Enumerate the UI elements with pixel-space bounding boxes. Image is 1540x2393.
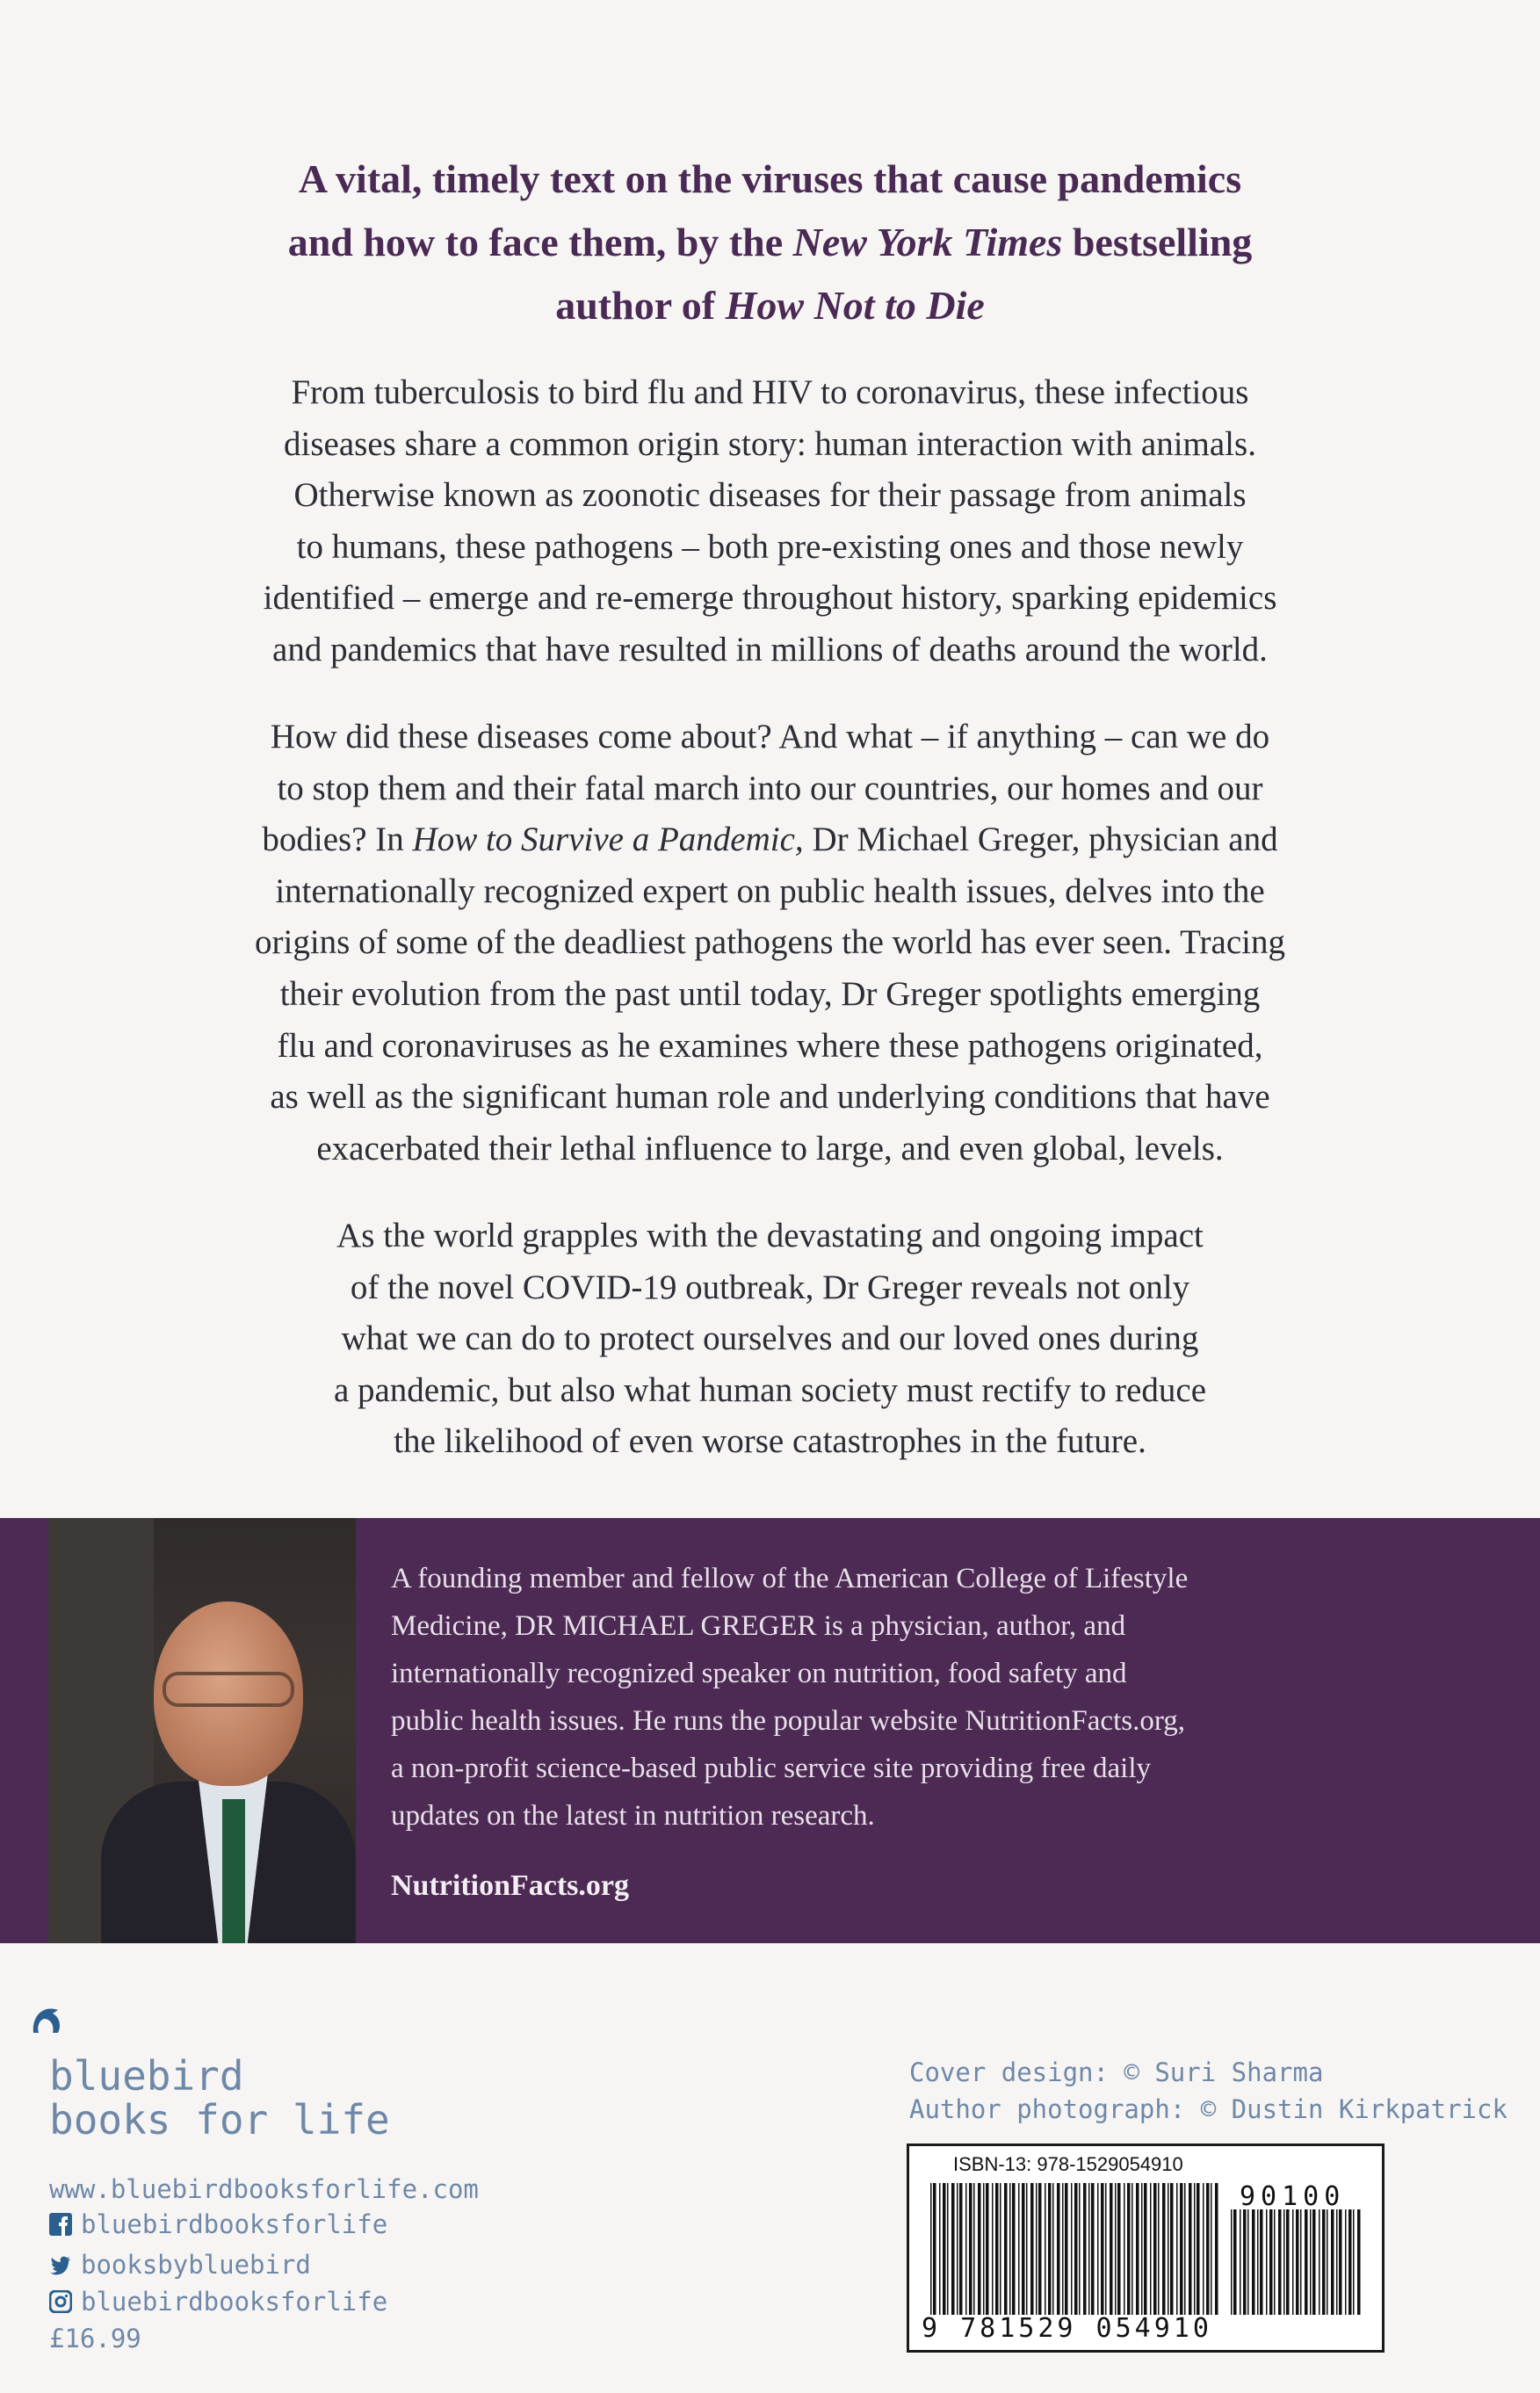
blurb-line-pre: bodies? In — [262, 821, 413, 859]
blurb-line: of the novel COVID-19 outbreak, Dr Greger reveals not only — [350, 1268, 1190, 1306]
barcode-bar — [1305, 2209, 1308, 2315]
tagline — [0, 148, 1540, 337]
bio-line: internationally recognized speaker on nutrition, food safety and — [391, 1658, 1127, 1689]
barcode-bar — [1300, 2209, 1302, 2315]
barcode-bar — [1336, 2209, 1338, 2315]
barcode-bar — [939, 2183, 941, 2315]
barcode-bar — [1018, 2183, 1020, 2315]
barcode-bar — [1062, 2183, 1064, 2315]
blurb-book-title: How to Survive a Pandemic, — [412, 821, 804, 859]
barcode-bar — [1286, 2209, 1290, 2315]
barcode-bar — [1211, 2183, 1212, 2315]
blurb-line: internationally recognized expert on public health issues, delves into the — [275, 871, 1265, 910]
barcode-bar — [1022, 2183, 1025, 2315]
barcode-bar — [1266, 2209, 1268, 2315]
barcode-bar — [930, 2183, 932, 2315]
barcode-bar — [1097, 2183, 1099, 2315]
barcode-bar — [1194, 2183, 1196, 2315]
author-bio — [391, 1555, 1507, 1840]
barcode-bar — [1158, 2183, 1160, 2315]
barcode-bar — [1206, 2183, 1210, 2315]
barcode-bar — [1322, 2209, 1326, 2315]
addon-barcode-bars — [1231, 2209, 1363, 2315]
brand-line-1: bluebird — [49, 2052, 244, 2100]
bio-line: a non-profit science-based public service site providing free daily — [391, 1753, 1152, 1784]
publisher-instagram — [49, 2284, 387, 2319]
barcode-bar — [1296, 2209, 1299, 2315]
author-photo — [48, 1518, 356, 1943]
barcode-bar — [1115, 2183, 1117, 2315]
barcode-bar — [1189, 2183, 1192, 2315]
barcode-bar — [1136, 2183, 1139, 2315]
barcode-bar — [1215, 2183, 1218, 2315]
bio-line: A founding member and fellow of the American College of Lifestyle — [391, 1563, 1189, 1594]
barcode-bar — [1247, 2209, 1249, 2315]
barcode-bar — [1074, 2183, 1078, 2315]
barcode-bar — [1141, 2183, 1143, 2315]
barcode-bar — [1000, 2183, 1001, 2315]
publisher-facebook — [49, 2207, 387, 2242]
barcode-bar — [1357, 2209, 1361, 2315]
barcode-bar — [957, 2183, 958, 2315]
barcode-bar — [1045, 2183, 1046, 2315]
cover-credit: Cover design: © Suri Sharma — [909, 2057, 1324, 2087]
barcode-bar — [1339, 2209, 1342, 2315]
barcode-bar — [995, 2183, 999, 2315]
barcode-bar — [1331, 2209, 1334, 2315]
blurb-line: How did these diseases come about? And what – if anything – can we do — [270, 718, 1270, 755]
barcode-bar — [965, 2183, 967, 2315]
blurb-line — [132, 814, 1408, 866]
barcode-bar — [933, 2183, 936, 2315]
barcode-bar — [1345, 2209, 1347, 2315]
barcode-bar — [1030, 2183, 1034, 2315]
bio-line: Medicine, DR MICHAEL GREGER is a physician, author, and — [391, 1610, 1126, 1642]
barcode-bar — [959, 2183, 963, 2315]
brand-line-2: books for life — [49, 2096, 390, 2144]
bio-line: updates on the latest in nutrition research. — [391, 1800, 875, 1832]
blurb-paragraph-2 — [132, 712, 1408, 1175]
twitter-icon — [49, 2253, 72, 2276]
photo-credit: Author photograph: © Dustin Kirkpatrick — [909, 2094, 1507, 2124]
barcode-bar — [1127, 2183, 1131, 2315]
barcode-bar — [986, 2183, 989, 2315]
blurb-line: As the world grapples with the devastating and ongoing impact — [336, 1217, 1204, 1254]
bio-line: public health issues. He runs the popular website NutritionFacts.org, — [391, 1705, 1185, 1737]
blurb-line: and pandemics that have resulted in millions of deaths around the world. — [272, 630, 1268, 669]
barcode-bar — [1310, 2209, 1312, 2315]
barcode-bar — [1231, 2209, 1233, 2315]
ean-number: 9 781529 054910 — [922, 2313, 1212, 2344]
barcode-bar — [1233, 2209, 1237, 2315]
tagline-line-3 — [0, 274, 1540, 337]
tagline-line-2 — [0, 211, 1540, 274]
blurb-line: Otherwise known as zoonotic diseases for their passage from animals — [293, 476, 1247, 515]
barcode-bar — [1036, 2183, 1038, 2315]
twitter-handle: booksbybluebird — [81, 2250, 311, 2280]
author-band — [0, 1518, 1540, 1943]
publisher-twitter — [49, 2247, 311, 2282]
barcode-bar — [969, 2183, 972, 2315]
instagram-handle: bluebirdbooksforlife — [81, 2287, 388, 2317]
barcode-bar — [973, 2183, 975, 2315]
blurb-line: to stop them and their fatal march into our countries, our homes and our — [277, 769, 1263, 807]
barcode-bar — [1117, 2183, 1121, 2315]
barcode-bar — [947, 2183, 949, 2315]
barcode-bar — [1057, 2183, 1060, 2315]
price: £16.99 — [49, 2324, 141, 2353]
barcode-bar — [1292, 2209, 1294, 2315]
barcode-bar — [1038, 2183, 1042, 2315]
facebook-icon — [49, 2213, 72, 2236]
barcode-bar — [1257, 2209, 1259, 2315]
tagline-book-title: How Not to Die — [725, 283, 985, 328]
isbn-label: ISBN-13: 978-1529054910 — [953, 2153, 1183, 2175]
barcode-bar — [1079, 2183, 1081, 2315]
ean-barcode-bars — [930, 2183, 1220, 2315]
barcode-bar — [1353, 2209, 1355, 2315]
blurb-line-post: Dr Michael Greger, physician and — [803, 821, 1278, 859]
blurb-line: identified – emerge and re-emerge throughout history, sparking epidemics — [263, 579, 1277, 618]
barcode-bar — [1110, 2183, 1113, 2315]
tagline-line-2-post: bestselling — [1062, 220, 1253, 264]
barcode-bar — [1327, 2209, 1328, 2315]
photo-glasses — [163, 1672, 294, 1707]
blurb-line: to humans, these pathogens – both pre-existing ones and those newly — [296, 527, 1244, 566]
barcode-bar — [1088, 2183, 1090, 2315]
barcode-bar — [983, 2183, 985, 2315]
author-website: NutritionFacts.org — [391, 1869, 630, 1902]
barcode-bar — [951, 2183, 955, 2315]
barcode-bar — [1009, 2183, 1011, 2315]
barcode-bar — [1026, 2183, 1028, 2315]
barcode-bar — [943, 2183, 946, 2315]
blurb-paragraph-3 — [132, 1211, 1408, 1468]
barcode-bar — [1243, 2209, 1247, 2315]
instagram-icon — [49, 2290, 72, 2313]
facebook-handle: bluebirdbooksforlife — [81, 2209, 388, 2239]
barcode — [907, 2144, 1385, 2353]
tagline-line-2-pre: and how to face them, by the — [287, 220, 793, 264]
bluebird-logo-icon — [28, 2001, 65, 2038]
barcode-bar — [1071, 2183, 1073, 2315]
blurb-paragraph-1 — [132, 367, 1408, 676]
barcode-bar — [1176, 2183, 1178, 2315]
barcode-bar — [1252, 2209, 1255, 2315]
barcode-bar — [1012, 2183, 1016, 2315]
barcode-bar — [1278, 2209, 1282, 2315]
barcode-bar — [1004, 2183, 1008, 2315]
blurb-line: as well as the significant human role and underlying conditions that have — [270, 1078, 1270, 1117]
barcode-bar — [1184, 2183, 1186, 2315]
blurb-line: exacerbated their lethal influence to large, and even global, levels. — [316, 1129, 1224, 1168]
barcode-bar — [1153, 2183, 1157, 2315]
barcode-bar — [1170, 2183, 1174, 2315]
publisher-website: www.bluebirdbooksforlife.com — [49, 2174, 479, 2204]
blurb-line: the likelihood of even worse catastrophes in the future. — [394, 1422, 1146, 1461]
barcode-bar — [1144, 2183, 1147, 2315]
barcode-bar — [1260, 2209, 1263, 2315]
credits — [909, 2054, 1524, 2128]
tagline-nyt: New York Times — [792, 220, 1063, 264]
barcode-bar — [1065, 2183, 1068, 2315]
barcode-bar — [1269, 2209, 1273, 2315]
barcode-bar — [1048, 2183, 1052, 2315]
barcode-bar — [1101, 2183, 1104, 2315]
barcode-bar — [1203, 2183, 1204, 2315]
blurb-line: their evolution from the past until today, Dr Greger spotlights emerging — [279, 974, 1261, 1013]
barcode-bar — [978, 2183, 981, 2315]
barcode-bar — [1312, 2209, 1316, 2315]
blurb-line: a pandemic, but also what human society must rectify to reduce — [333, 1370, 1207, 1409]
tagline-line-3-pre: author of — [555, 283, 726, 328]
barcode-bar — [1083, 2183, 1087, 2315]
addon-number: 90100 — [1240, 2181, 1346, 2212]
barcode-bar — [1348, 2209, 1352, 2315]
barcode-bar — [992, 2183, 994, 2315]
barcode-bar — [1180, 2183, 1183, 2315]
barcode-bar — [1052, 2183, 1054, 2315]
blurb-line: what we can do to protect ourselves and our loved ones during — [341, 1319, 1199, 1358]
barcode-bar — [1319, 2209, 1320, 2315]
blurb-line: flu and coronaviruses as he examines where these pathogens originated, — [277, 1026, 1263, 1065]
barcode-bar — [1105, 2183, 1107, 2315]
barcode-bar — [1274, 2209, 1276, 2315]
photo-tie — [222, 1799, 245, 1943]
tagline-line-1: A vital, timely text on the viruses that cause pandemics — [298, 156, 1242, 201]
barcode-bar — [1124, 2183, 1125, 2315]
barcode-bar — [1150, 2183, 1152, 2315]
barcode-bar — [1283, 2209, 1285, 2315]
blurb-line: From tuberculosis to bird flu and HIV to coronavirus, these infectious — [291, 373, 1249, 411]
barcode-bar — [1132, 2183, 1133, 2315]
barcode-bar — [1162, 2183, 1166, 2315]
barcode-bar — [1197, 2183, 1200, 2315]
blurb-line: origins of some of the deadliest pathogens the world has ever seen. Tracing — [255, 923, 1285, 962]
barcode-bar — [1168, 2183, 1169, 2315]
blurb-line: diseases share a common origin story: human interaction with animals. — [284, 424, 1256, 463]
barcode-bar — [1091, 2183, 1095, 2315]
barcode-bar — [1240, 2209, 1241, 2315]
